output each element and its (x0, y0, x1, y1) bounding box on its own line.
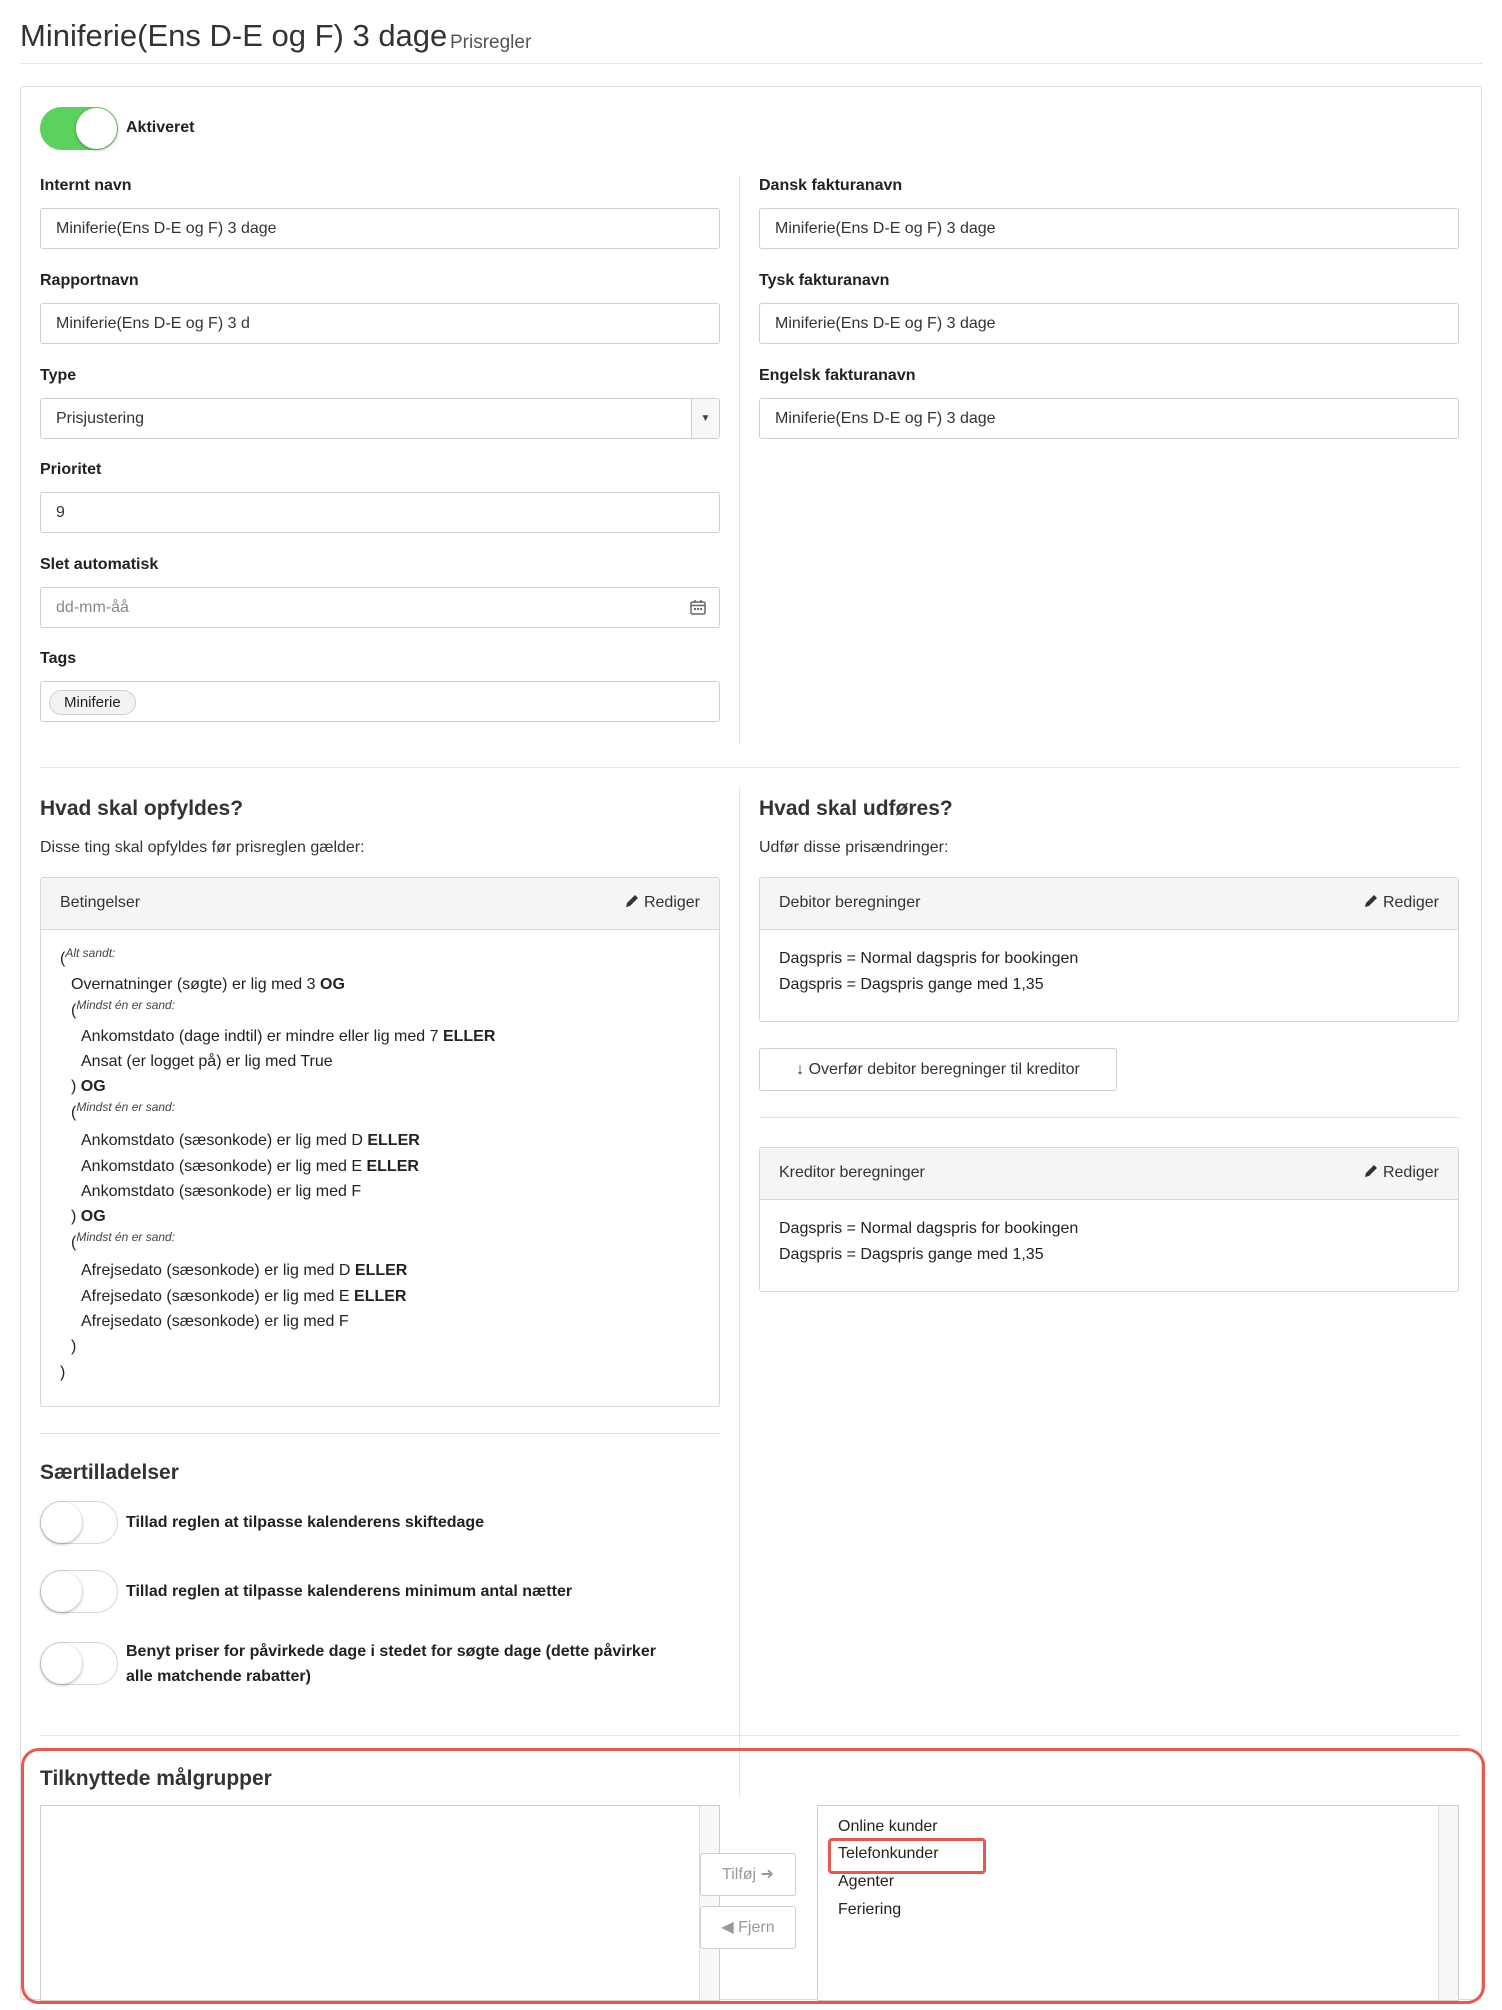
conditions-title: Hvad skal opfyldes? (40, 797, 244, 820)
permissions-title: Særtilladelser (40, 1461, 179, 1484)
tags-input[interactable] (40, 681, 720, 722)
kreditor-card-title: Kreditor beregninger (779, 1164, 925, 1181)
arrow-down-icon: ↓ (796, 1061, 805, 1078)
danish-invoice-name-label: Dansk fakturanavn (759, 177, 903, 194)
adjust-changeover-days-label: Tillad reglen at tilpasse kalenderens skiftedage (126, 1514, 485, 1531)
adjust-min-nights-toggle[interactable] (40, 1570, 118, 1613)
condition-group-open: ($^{Mindst én er sand:}$ (71, 1100, 176, 1121)
column-divider (739, 177, 740, 743)
type-select-value: Prisjustering (56, 410, 145, 427)
price-rule-panel (20, 86, 1482, 2000)
permissions-divider (40, 1433, 720, 1434)
page-title: Miniferie(Ens D-E og F) 3 dage (20, 18, 448, 53)
condition-text: Ankomstdato (sæsonkode) er lig med E (81, 1158, 363, 1175)
condition-text: Ankomstdato (dage indtil) er mindre eller lig med 7 (81, 1028, 439, 1045)
actions-title: Hvad skal udføres? (759, 797, 953, 820)
toggle-knob (41, 1643, 82, 1684)
condition-group-open: ($^{Mindst én er sand:}$ (71, 998, 176, 1019)
condition-line (81, 1132, 420, 1150)
toggle-knob (41, 1571, 82, 1612)
condition-line (71, 976, 345, 994)
use-affected-days-prices-toggle[interactable] (40, 1642, 118, 1685)
arrow-right-circle-icon: ➜ (760, 1866, 774, 1883)
adjust-min-nights-label: Tillad reglen at tilpasse kalenderens minimum antal nætter (126, 1583, 573, 1600)
transfer-button-label: Overfør debitor beregninger til kreditor (808, 1061, 1080, 1078)
pencil-icon (1363, 893, 1379, 909)
debitor-card-title: Debitor beregninger (779, 894, 921, 911)
debitor-calc-line: Dagspris = Normal dagspris for bookingen (779, 950, 1079, 967)
edit-conditions-label: Rediger (643, 894, 700, 911)
type-label: Type (40, 367, 77, 384)
toggle-knob (76, 108, 117, 149)
condition-operator: OG (320, 976, 345, 993)
target-group-option[interactable]: Feriering (838, 1901, 902, 1918)
condition-line (81, 1288, 406, 1306)
condition-group-open: ($^{Mindst én er sand:}$ (71, 1230, 176, 1251)
condition-group-note: Mindst én er sand: (76, 1100, 176, 1114)
conditions-card (40, 877, 720, 1407)
condition-group-open: ($^{Alt sandt:}$ (60, 946, 116, 967)
condition-line (81, 1313, 349, 1331)
condition-text: Ankomstdato (sæsonkode) er lig med F (81, 1183, 362, 1200)
edit-debitor-button[interactable] (1363, 893, 1439, 912)
internal-name-input[interactable]: Miniferie(Ens D-E og F) 3 dage (40, 208, 720, 249)
condition-text: Overnatninger (søgte) er lig med 3 (71, 976, 316, 993)
danish-invoice-name-input[interactable]: Miniferie(Ens D-E og F) 3 dage (759, 208, 1459, 249)
target-groups-highlight (21, 1748, 1485, 2004)
english-invoice-name-label: Engelsk fakturanavn (759, 367, 916, 384)
condition-operator: ELLER (354, 1262, 408, 1279)
conditions-card-header (41, 878, 719, 930)
condition-line (81, 1183, 361, 1201)
toggle-knob (41, 1502, 82, 1543)
condition-operator: ELLER (354, 1288, 407, 1305)
kreditor-calc-line: Dagspris = Normal dagspris for bookingen (779, 1220, 1079, 1237)
condition-operator: OG (80, 1208, 106, 1225)
internal-name-label: Internt navn (40, 177, 132, 194)
target-group-option[interactable]: Agenter (838, 1873, 895, 1890)
condition-line (81, 1158, 419, 1176)
pencil-icon (624, 893, 640, 909)
target-group-option[interactable]: Telefonkunder (838, 1845, 939, 1862)
german-invoice-name-input[interactable]: Miniferie(Ens D-E og F) 3 dage (759, 303, 1459, 344)
german-invoice-name-label: Tysk fakturanavn (759, 272, 890, 289)
condition-line (81, 1053, 333, 1071)
condition-group-close (60, 1364, 65, 1382)
condition-group-note: Mindst én er sand: (76, 1230, 176, 1244)
auto-delete-date-input[interactable] (40, 587, 720, 628)
edit-kreditor-label: Rediger (1382, 1164, 1439, 1181)
type-select[interactable] (40, 398, 720, 439)
condition-operator: ELLER (442, 1028, 496, 1045)
debitor-card-header (760, 878, 1458, 930)
edit-debitor-label: Rediger (1382, 894, 1439, 911)
label-line: alle matchende rabatter) (126, 1668, 311, 1685)
edit-conditions-button[interactable] (624, 893, 700, 912)
condition-operator: ELLER (367, 1132, 420, 1149)
condition-group-close (71, 1338, 76, 1356)
condition-group-close (71, 1208, 106, 1226)
condition-text: Ankomstdato (sæsonkode) er lig med D (81, 1132, 363, 1149)
condition-group-note: Mindst én er sand: (76, 998, 176, 1012)
page-header (20, 10, 1482, 64)
edit-kreditor-button[interactable] (1363, 1163, 1439, 1182)
english-invoice-name-input[interactable]: Miniferie(Ens D-E og F) 3 dage (759, 398, 1459, 439)
condition-line (81, 1262, 407, 1280)
condition-text: ) (71, 1338, 77, 1355)
label-line: Benyt priser for påvirkede dage i stedet for søgte dage (dette påvirker (126, 1643, 656, 1660)
report-name-input[interactable]: Miniferie(Ens D-E og F) 3 d (40, 303, 720, 344)
condition-text: Afrejsedato (sæsonkode) er lig med F (81, 1313, 349, 1330)
target-group-option[interactable]: Online kunder (838, 1818, 938, 1835)
condition-text: Afrejsedato (sæsonkode) er lig med D (81, 1262, 351, 1279)
conditions-card-title: Betingelser (60, 894, 141, 911)
kreditor-card-header (760, 1148, 1458, 1200)
add-button-label: Tilføj (722, 1866, 757, 1883)
debitor-card (759, 877, 1459, 1022)
calendar-icon[interactable] (689, 598, 707, 616)
condition-group-close (71, 1078, 106, 1096)
priority-label: Prioritet (40, 461, 102, 478)
debitor-calc-line: Dagspris = Dagspris gange med 1,35 (779, 976, 1044, 993)
kreditor-calc-line: Dagspris = Dagspris gange med 1,35 (779, 1246, 1044, 1263)
actions-subtitle: Udfør disse prisændringer: (759, 839, 949, 856)
target-groups-title: Tilknyttede målgrupper (40, 1767, 272, 1790)
use-affected-days-prices-label (126, 1639, 656, 1689)
section-divider (40, 767, 1460, 768)
actions-divider (759, 1117, 1459, 1118)
auto-delete-label: Slet automatisk (40, 556, 159, 573)
caret-down-icon: ▼ (691, 399, 719, 438)
auto-delete-placeholder: dd-mm-åå (56, 599, 129, 616)
condition-line (81, 1028, 495, 1046)
condition-text: ) (71, 1078, 77, 1095)
condition-group-note: Alt sandt: (65, 946, 116, 960)
pencil-icon (1363, 1163, 1379, 1179)
report-name-label: Rapportnavn (40, 272, 139, 289)
condition-text: Afrejsedato (sæsonkode) er lig med E (81, 1288, 350, 1305)
condition-text: ) (60, 1364, 66, 1381)
tag-chip[interactable]: Miniferie (49, 690, 136, 715)
column-divider (739, 787, 740, 1797)
target-groups-divider (40, 1735, 1460, 1736)
adjust-changeover-days-toggle[interactable] (40, 1501, 118, 1544)
remove-button-label: Fjern (738, 1919, 775, 1936)
activated-label: Aktiveret (126, 119, 195, 136)
arrow-left-circle-icon: ◀ (721, 1919, 734, 1936)
condition-text: Ansat (er logget på) er lig med True (81, 1053, 333, 1070)
conditions-subtitle: Disse ting skal opfyldes før prisreglen gælder: (40, 839, 365, 856)
kreditor-card (759, 1147, 1459, 1292)
activated-toggle[interactable] (40, 107, 118, 150)
priority-input[interactable]: 9 (40, 492, 720, 533)
condition-text: ) (71, 1208, 77, 1225)
page-subtitle: Prisregler (450, 32, 532, 53)
tags-label: Tags (40, 650, 77, 667)
condition-operator: ELLER (366, 1158, 419, 1175)
transfer-to-kreditor-button[interactable] (759, 1048, 1117, 1091)
condition-operator: OG (80, 1078, 106, 1095)
